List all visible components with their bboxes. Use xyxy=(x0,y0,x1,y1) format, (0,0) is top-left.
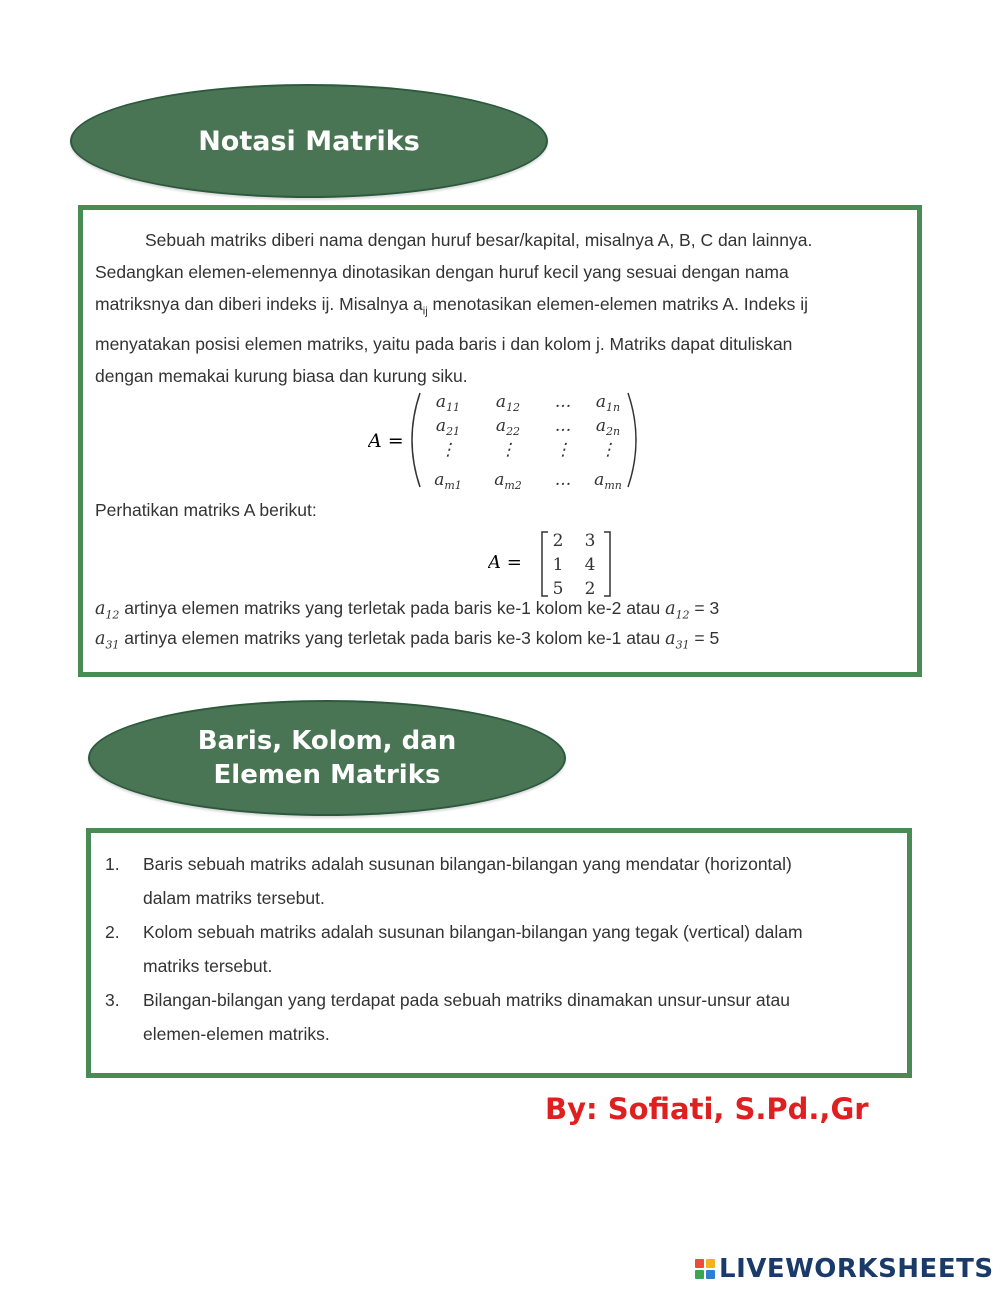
matrix-cell: $a_{12}$ xyxy=(495,392,521,414)
list-item: 1. Baris sebuah matriks adalah susunan bilangan-bilangan yang mendatar (horizontal) dalam matriks tersebut. xyxy=(105,854,792,908)
matrix-cell: $a_{1n}$ xyxy=(595,392,621,414)
general-matrix xyxy=(368,385,658,495)
matrix-cell: $a_{m2}$ xyxy=(494,470,522,492)
matrix-cell: ⋮ xyxy=(499,440,517,460)
section-title-text: Notasi Matriks xyxy=(198,125,420,157)
left-paren xyxy=(412,393,420,487)
section-title-line-1: Baris, Kolom, dan xyxy=(197,726,457,756)
matrix-a-cell: 5 xyxy=(552,579,564,598)
matrix-cell: $a_{2n}$ xyxy=(595,416,621,438)
example-a31: $a_{31}$ artinya elemen matriks yang terletak pada baris ke-3 kolom ke-1 atau $a_{31} = 5$ xyxy=(95,628,720,652)
example-a12: $a_{12}$ artinya elemen matriks yang terletak pada baris ke-1 kolom ke-2 atau $a_{12} = 3$ xyxy=(95,598,720,622)
baris-kolom-box xyxy=(86,828,912,1078)
section-title-line-2: Elemen Matriks xyxy=(213,760,441,790)
general-matrix-name: A = xyxy=(368,430,404,452)
section-title-baris-kolom xyxy=(88,700,566,816)
notasi-matriks-box xyxy=(78,205,922,677)
paragraph-line-2: Sedangkan elemen-elemennya dinotasikan dengan huruf kecil yang sesuai dengan nama xyxy=(95,262,789,282)
matrix-cell: $a_{mn}$ xyxy=(594,470,622,492)
matrix-a-cell: 2 xyxy=(552,531,564,551)
paragraph-line-1: Sebuah matriks diberi nama dengan huruf besar/kapital, misalnya A, B, C dan lainnya. xyxy=(145,230,813,250)
matrix-a-cell: 4 xyxy=(584,555,596,575)
matrix-cell: ... xyxy=(554,392,572,412)
paragraph-line-4: menyatakan posisi elemen matriks, yaitu pada baris i dan kolom j. Matriks dapat dituliskan xyxy=(95,333,793,354)
paragraph-line-5: dengan memakai kurung biasa dan kurung siku. xyxy=(95,365,468,386)
list-item: 3. Bilangan-bilangan yang terdapat pada sebuah matriks dinamakan unsur-unsur atau elemen-elemen matriks. xyxy=(105,990,790,1044)
matrix-cell: $a_{22}$ xyxy=(495,416,521,438)
matrix-cell: ... xyxy=(554,470,572,490)
matrix-cell: ... xyxy=(554,416,572,436)
definition-paragraph xyxy=(95,224,905,392)
paragraph-line-3: matriksnya dan diberi indeks ij. Misalnya $a_{ij}$ menotasikan elemen-elemen matriks A. Indeks ij xyxy=(95,294,808,318)
matrix-a xyxy=(488,528,618,598)
matrix-a-cell: 3 xyxy=(584,531,596,551)
matrix-cell: ⋮ xyxy=(599,440,617,460)
notice-text: Perhatikan matriks A berikut: xyxy=(95,500,317,520)
logo-text: LIVEWORKSHEETS xyxy=(719,1254,994,1284)
section-title-notasi-matriks xyxy=(70,84,548,198)
matrix-a-cell: 1 xyxy=(552,555,564,575)
matrix-a-cell: 2 xyxy=(584,579,596,598)
matrix-a-name: A = xyxy=(488,552,522,573)
right-bracket xyxy=(604,532,610,596)
matrix-cell: $a_{21}$ xyxy=(435,416,461,438)
matrix-cell: ⋮ xyxy=(439,440,457,460)
matrix-cell: ⋮ xyxy=(554,440,572,460)
matrix-cell: $a_{m1}$ xyxy=(434,470,462,492)
matrix-cell: $a_{11}$ xyxy=(435,392,461,414)
author-credit: By: Sofiati, S.Pd.,Gr xyxy=(545,1092,869,1126)
liveworksheets-logo xyxy=(695,1254,994,1284)
logo-icon xyxy=(695,1259,715,1279)
definition-list xyxy=(105,847,905,1051)
list-item: 2. Kolom sebuah matriks adalah susunan bilangan-bilangan yang tegak (vertical) dalam matriks tersebut. xyxy=(105,922,803,976)
right-paren xyxy=(628,393,636,487)
left-bracket xyxy=(542,532,548,596)
